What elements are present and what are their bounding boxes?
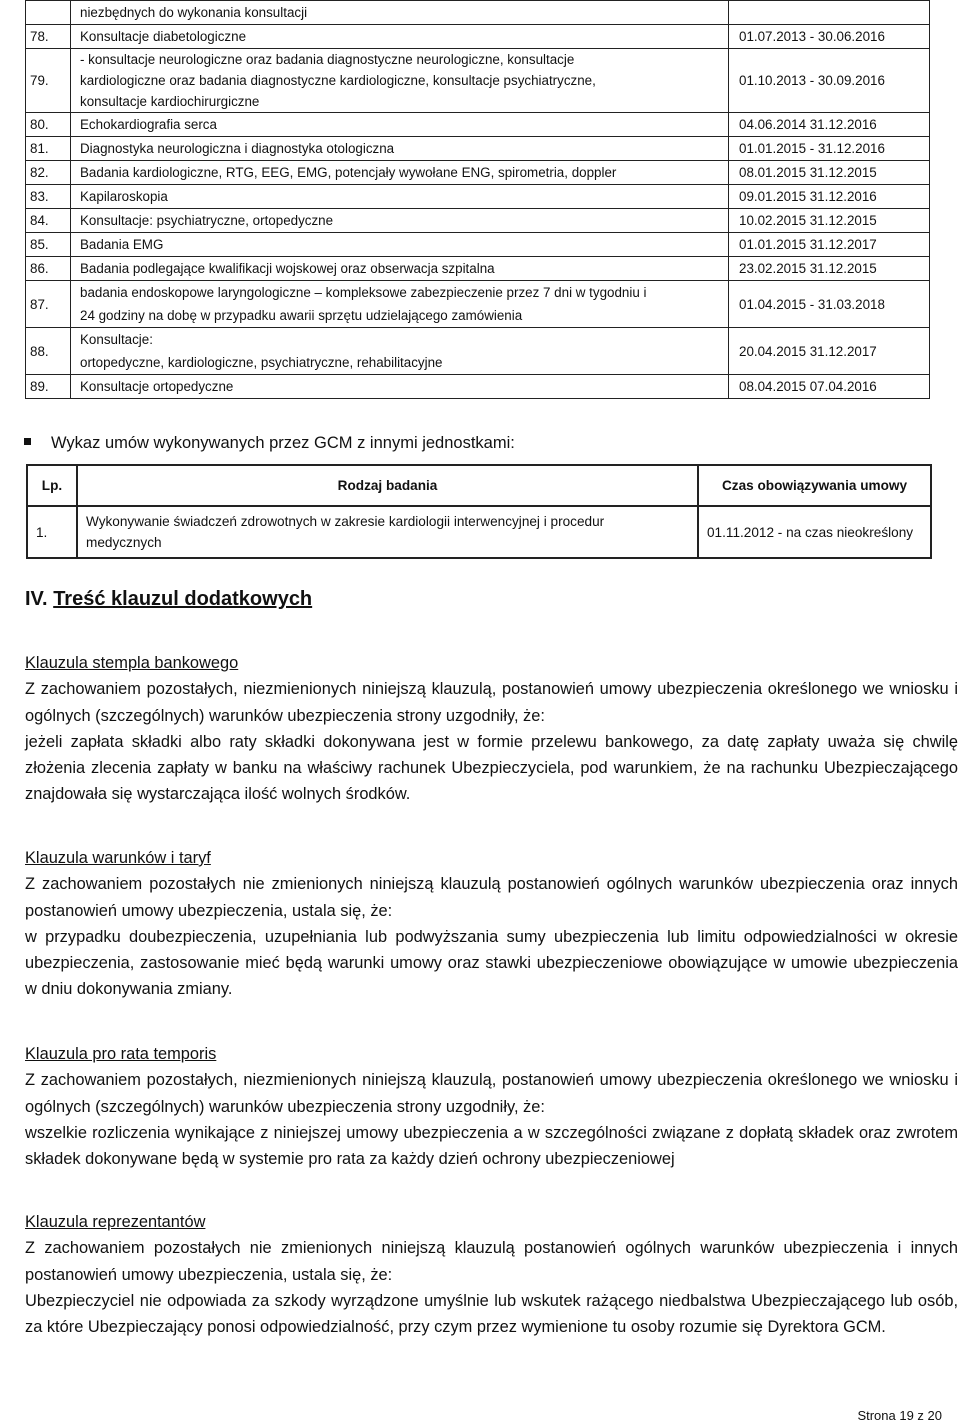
clause-title: Klauzula reprezentantów [25, 1213, 206, 1231]
bullet-text: Wykaz umów wykonywanych przez GCM z innymi jednostkami: [51, 434, 515, 452]
row-date: 01.04.2015 - 31.03.2018 [729, 281, 930, 328]
row-description-line: konsultacje kardiochirurgiczne [80, 94, 260, 109]
row-date: 01.07.2013 - 30.06.2016 [729, 25, 930, 49]
clause-title: Klauzula stempla bankowego [25, 654, 239, 672]
row-number [26, 1, 71, 25]
clause-body: jeżeli zapłata składki albo raty składki dokonywana jest w formie przelewu bankowego, za datę zapłaty uważa się chwilę złożenia zlecenia zapłaty w banku na właściwy rachunek Ubezpieczyciela, pod warunkiem, że na rachunku Ubezpieczającego znajdowała się wystarczająca ilość wolnych środków. [25, 732, 958, 804]
row-date: 01.10.2013 - 30.09.2016 [729, 49, 930, 113]
clause-body: Ubezpieczyciel nie odpowiada za szkody wyrządzone umyślnie lub wskutek rażącego niedbalstwa Ubezpieczającego lub osób, za które Ubezpieczający ponosi odpowiedzialność, przy czym przez wymienione tu osoby rozumie się Dyrektora GCM. [25, 1291, 958, 1337]
row-description-line: badania endoskopowe laryngologiczne – kompleksowe zabezpieczenie przez 7 dni w tygodniu i [80, 285, 647, 300]
clause-intro: Z zachowaniem pozostałych, niezmienionych niniejszą klauzulą, postanowień umowy ubezpieczenia określonego we wniosku i ogólnych (szczególnych) warunków ubezpieczenia strony uzgodniły, że: [25, 680, 958, 725]
row-date: 10.02.2015 31.12.2015 [729, 209, 930, 233]
table-row [26, 375, 930, 399]
row-description: Badania podlegające kwalifikacji wojskowej oraz obserwacja szpitalna [71, 257, 729, 281]
row-date: 08.01.2015 31.12.2015 [729, 161, 930, 185]
row-date: 01.11.2012 - na czas nieokreślony [698, 506, 931, 558]
clause-body: w przypadku doubezpieczenia, uzupełniania lub podwyższania sumy ubezpieczenia lub limitu odpowiedzialności w okresie ubezpieczenia, zastosowanie mieć będą warunki umowy oraz stawki ubezpieczeniowe obowiązujące w umowie ubezpieczenia w dniu dokonywania zmiany. [25, 927, 958, 999]
row-number: 88. [26, 328, 71, 375]
row-description: Echokardiografia serca [71, 113, 729, 137]
row-number: 84. [26, 209, 71, 233]
row-description [71, 328, 729, 375]
clause-representatives [25, 1209, 958, 1340]
table-row [26, 49, 930, 113]
row-date: 09.01.2015 31.12.2016 [729, 185, 930, 209]
clause-intro: Z zachowaniem pozostałych nie zmienionych niniejszą klauzulą postanowień ogólnych warunków ubezpieczenia i innych postanowień umowy ubezpieczenia, ustala się, że: [25, 1239, 958, 1284]
row-description: Konsultacje: psychiatryczne, ortopedyczne [71, 209, 729, 233]
column-header-period: Czas obowiązywania umowy [698, 465, 931, 506]
table-row [26, 328, 930, 375]
table-row [26, 137, 930, 161]
section-title: Treść klauzul dodatkowych [53, 588, 313, 610]
page-number: Strona 19 z 20 [857, 1408, 942, 1423]
row-description: Kapilaroskopia [71, 185, 729, 209]
table-row [26, 233, 930, 257]
row-number: 1. [27, 506, 77, 558]
table-row [27, 506, 931, 558]
table-row [26, 281, 930, 328]
row-description-line: - konsultacje neurologiczne oraz badania diagnostyczne neurologiczne, konsultacje [80, 52, 575, 67]
row-description-line: Konsultacje: [80, 332, 153, 347]
column-header-type: Rodzaj badania [77, 465, 698, 506]
row-number: 81. [26, 137, 71, 161]
row-description-line: 24 godziny na dobę w przypadku awarii sprzętu udzielającego zamówienia [80, 308, 523, 323]
row-description: Badania EMG [71, 233, 729, 257]
row-number: 83. [26, 185, 71, 209]
row-number: 82. [26, 161, 71, 185]
table-row [26, 25, 930, 49]
row-number: 87. [26, 281, 71, 328]
clause-conditions-tariffs [25, 845, 958, 1003]
row-description-line: ortopedyczne, kardiologiczne, psychiatryczne, rehabilitacyjne [80, 355, 443, 370]
table-row [26, 113, 930, 137]
row-date: 20.04.2015 31.12.2017 [729, 328, 930, 375]
row-date: 01.01.2015 31.12.2017 [729, 233, 930, 257]
table-row [26, 257, 930, 281]
row-date: 04.06.2014 31.12.2016 [729, 113, 930, 137]
row-date: 01.01.2015 - 31.12.2016 [729, 137, 930, 161]
row-date [729, 1, 930, 25]
other-units-table [26, 464, 932, 559]
clause-intro: Z zachowaniem pozostałych, niezmienionych niniejszą klauzulą, postanowień umowy ubezpieczenia określonego we wniosku i ogólnych (szczególnych) warunków ubezpieczenia strony uzgodniły, że: [25, 1071, 958, 1116]
row-description: niezbędnych do wykonania konsultacji [71, 1, 729, 25]
table-header-row [27, 465, 931, 506]
row-number: 79. [26, 49, 71, 113]
row-number: 85. [26, 233, 71, 257]
row-description-line: Wykonywanie świadczeń zdrowotnych w zakresie kardiologii interwencyjnej i procedur [86, 514, 605, 529]
row-description: Diagnostyka neurologiczna i diagnostyka otologiczna [71, 137, 729, 161]
column-header-lp: Lp. [27, 465, 77, 506]
row-description: Konsultacje ortopedyczne [71, 375, 729, 399]
bullet-square-icon [24, 438, 31, 445]
row-description [71, 49, 729, 113]
row-number: 78. [26, 25, 71, 49]
row-description-line: kardiologiczne oraz badania diagnostyczne kardiologiczne, konsultacje psychiatryczne, [80, 73, 596, 88]
table-row [26, 209, 930, 233]
contracts-table [25, 0, 930, 399]
row-date: 23.02.2015 31.12.2015 [729, 257, 930, 281]
clause-pro-rata [25, 1041, 958, 1172]
table-row [26, 185, 930, 209]
clause-title: Klauzula warunków i taryf [25, 849, 211, 867]
table-row [26, 1, 930, 25]
table-row [26, 161, 930, 185]
section-number: IV. [25, 588, 48, 610]
clause-title: Klauzula pro rata temporis [25, 1045, 217, 1063]
bullet-heading [24, 434, 515, 453]
row-description [77, 506, 698, 558]
clause-bank-stamp [25, 650, 958, 808]
row-description: Konsultacje diabetologiczne [71, 25, 729, 49]
row-number: 86. [26, 257, 71, 281]
row-number: 89. [26, 375, 71, 399]
row-number: 80. [26, 113, 71, 137]
clause-intro: Z zachowaniem pozostałych nie zmienionych niniejszą klauzulą postanowień ogólnych warunków ubezpieczenia oraz innych postanowień umowy ubezpieczenia, ustala się, że: [25, 875, 958, 920]
clause-body: wszelkie rozliczenia wynikające z niniejszej umowy ubezpieczenia a w szczególności związane z dopłatą składek oraz zwrotem składek dokonywane będą w systemie pro rata za każdy dzień ochrony ubezpieczeniowej [25, 1123, 958, 1169]
section-heading [25, 588, 312, 611]
row-description [71, 281, 729, 328]
row-description-line: medycznych [86, 535, 162, 550]
row-date: 08.04.2015 07.04.2016 [729, 375, 930, 399]
row-description: Badania kardiologiczne, RTG, EEG, EMG, potencjały wywołane ENG, spirometria, doppler [71, 161, 729, 185]
